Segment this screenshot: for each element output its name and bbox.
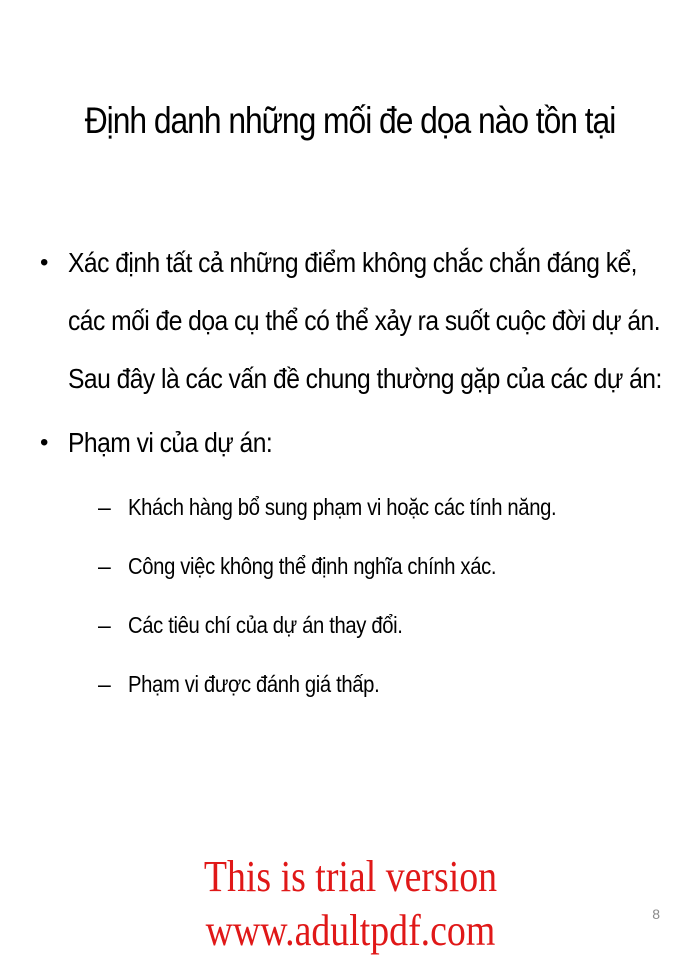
sub-bullet-marker: –	[98, 553, 111, 579]
sub-bullet-text: Công việc không thể định nghĩa chính xác.	[128, 553, 497, 579]
sub-bullet-marker: –	[98, 494, 111, 520]
bullet-marker: •	[40, 429, 48, 456]
bullet-text: Phạm vi của dự án:	[68, 427, 273, 458]
bullet-item	[40, 414, 680, 714]
sub-bullet-text: Khách hàng bổ sung phạm vi hoặc các tính năng.	[128, 494, 557, 520]
bullet-list	[40, 234, 680, 714]
sub-bullet-item	[68, 596, 680, 655]
bullet-item	[40, 234, 680, 408]
watermark-url: www.adultpdf.com	[205, 906, 495, 955]
watermark-text: This is trial version	[203, 852, 497, 901]
bullet-text: Xác định tất cả những điểm không chắc chắn đáng kể, các mối đe dọa cụ thể có thể xảy ra suốt cuộc đời dự án. Sau đây là các vấn đề chung thường gặp của các dự án:	[68, 247, 662, 394]
sub-bullet-text: Phạm vi được đánh giá thấp.	[128, 671, 380, 697]
sub-bullet-marker: –	[98, 671, 111, 697]
page-number: 8	[652, 906, 660, 922]
slide-title: Định danh những mối đe dọa nào tồn tại	[84, 100, 616, 141]
trial-watermark-line2	[0, 906, 700, 956]
trial-watermark-line1	[0, 852, 700, 902]
sub-bullet-item	[68, 537, 680, 596]
sub-bullet-text: Các tiêu chí của dự án thay đổi.	[128, 612, 403, 638]
sub-bullet-item	[68, 478, 680, 537]
bullet-marker: •	[40, 249, 48, 276]
sub-bullet-marker: –	[98, 612, 111, 638]
sub-bullet-item	[68, 655, 680, 714]
sub-bullet-list	[68, 478, 680, 714]
